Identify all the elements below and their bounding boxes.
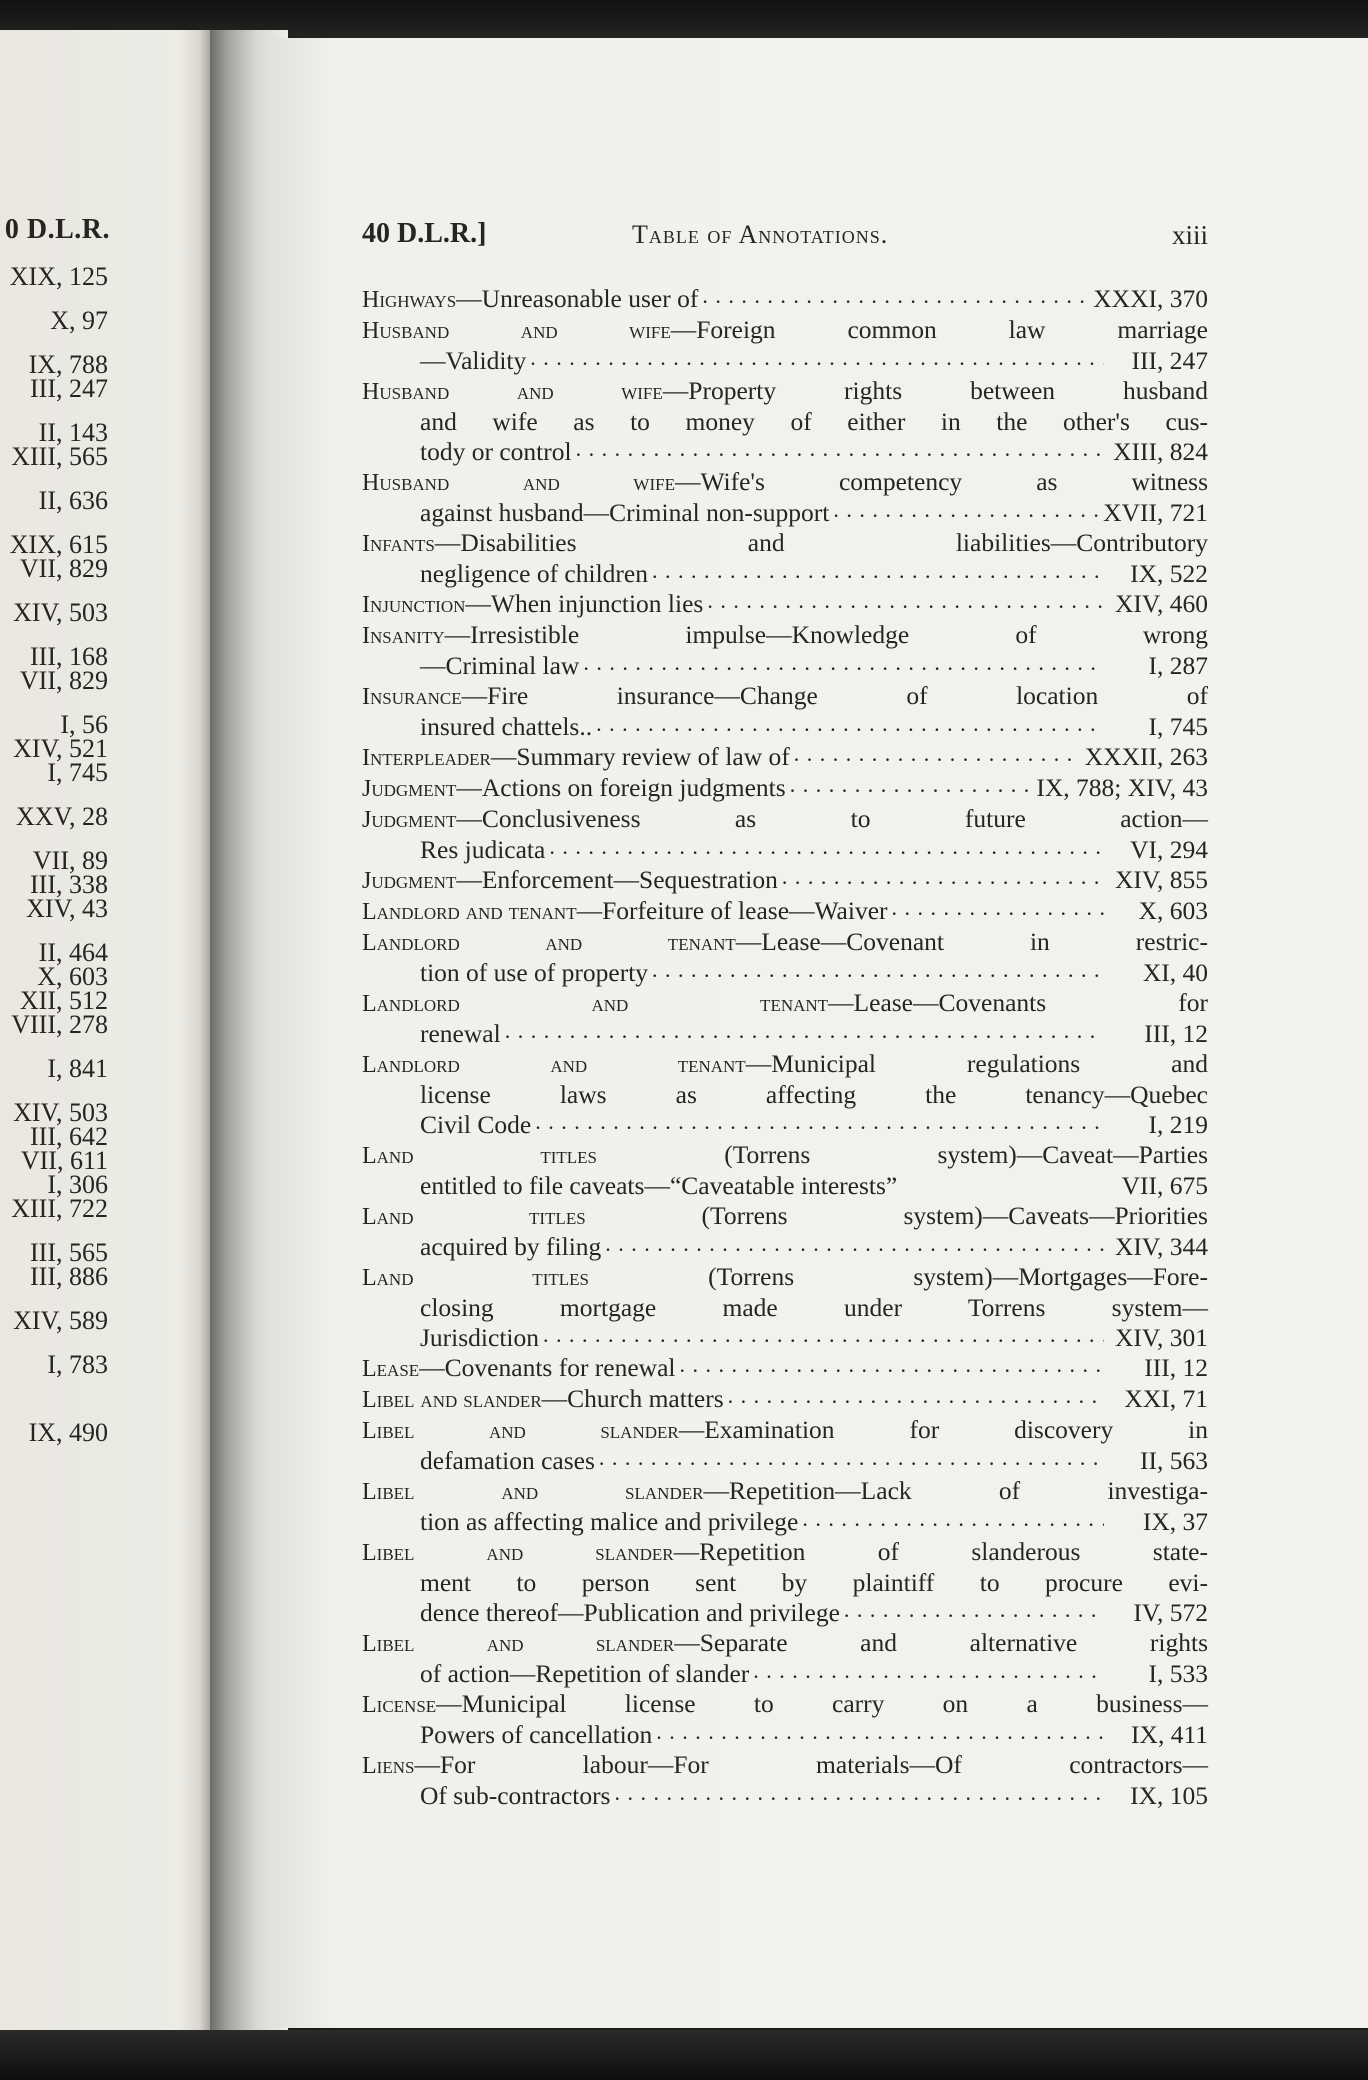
dot-leader <box>892 899 1105 919</box>
entry-line <box>362 1384 1208 1415</box>
annotation-entry <box>362 773 1208 804</box>
left-page-header: 0 D.L.R. <box>4 214 110 245</box>
entry-text: license laws as affecting the tenancy—Quebec <box>420 1080 1208 1109</box>
left-page-citation: VII, 829 <box>19 666 108 695</box>
left-page-citation: III, 886 <box>30 1262 108 1291</box>
entry-text: and wife as to money of either in the other's cus- <box>420 407 1208 436</box>
entry-text: —Actions on foreign judgments <box>456 773 786 802</box>
annotation-entry <box>362 681 1208 742</box>
annotation-entry <box>362 927 1208 988</box>
left-page-citation: I, 783 <box>47 1350 108 1379</box>
entry-line <box>362 1628 1208 1659</box>
annotation-entry <box>362 804 1208 865</box>
entry-text: —Examination for discovery in <box>678 1415 1208 1444</box>
entry-heading: Landlord and tenant <box>362 991 829 1017</box>
left-page-citation: XIII, 565 <box>11 442 108 471</box>
entry-line <box>362 1293 1208 1323</box>
entry-line <box>362 407 1208 437</box>
annotation-entry <box>362 1049 1208 1140</box>
entry-text: —Conclusiveness as to future action— <box>456 804 1208 833</box>
dot-leader <box>505 1022 1104 1042</box>
running-head <box>362 218 1208 252</box>
entry-heading: License <box>362 1692 437 1718</box>
citation: XIII, 824 <box>1113 437 1208 466</box>
entry-line <box>362 1659 1208 1689</box>
dot-leader <box>543 1326 1104 1346</box>
entry-line <box>362 589 1208 620</box>
left-page-citation: XIII, 722 <box>11 1194 108 1223</box>
entry-heading: Landlord and tenant <box>362 899 577 925</box>
entry-heading: Libel and slander <box>362 1387 542 1413</box>
left-page-citation: IX, 490 <box>28 1418 108 1447</box>
dot-leader <box>652 562 1104 582</box>
annotation-entry <box>362 589 1208 620</box>
dot-leader <box>652 961 1104 981</box>
scan-bottom-edge <box>0 2030 1368 2080</box>
dot-leader <box>549 838 1104 858</box>
annotation-entry <box>362 376 1208 467</box>
citation: I, 745 <box>1148 712 1208 741</box>
annotation-entry <box>362 1476 1208 1537</box>
entry-text: —Covenants for renewal <box>419 1353 676 1382</box>
annotation-entry <box>362 742 1208 773</box>
entry-text: —Lease—Covenants for <box>828 988 1208 1017</box>
entry-text: (Torrens system)—Caveat—Parties <box>597 1140 1208 1169</box>
entry-heading: Husband and wife <box>362 470 675 496</box>
left-page-citation: III, 168 <box>30 642 108 671</box>
citation: XXXII, 263 <box>1084 742 1208 771</box>
left-page-citation: I, 56 <box>60 710 108 739</box>
dot-leader <box>656 1723 1104 1743</box>
dot-leader <box>614 1784 1104 1804</box>
entry-text: —Lease—Covenant in restric- <box>735 927 1208 956</box>
entry-text: (Torrens system)—Mortgages—Fore- <box>588 1262 1208 1291</box>
annotation-entry <box>362 896 1208 927</box>
entry-text: against husband—Criminal non-support <box>420 498 830 527</box>
annotation-entry <box>362 1415 1208 1476</box>
entry-text: —When injunction lies <box>465 589 704 618</box>
entry-text: —Forfeiture of lease—Waiver <box>576 896 888 925</box>
entry-line <box>362 651 1208 681</box>
dot-leader <box>833 501 1099 521</box>
annotation-entry <box>362 467 1208 528</box>
citation: III, 12 <box>1144 1019 1208 1048</box>
entry-line <box>362 1598 1208 1628</box>
entry-line <box>362 958 1208 988</box>
entry-heading: Liens <box>362 1753 415 1779</box>
entry-line <box>362 620 1208 651</box>
entry-line <box>362 896 1208 927</box>
entry-text: Res judicata <box>420 835 546 864</box>
entry-line <box>362 988 1208 1019</box>
entry-line <box>362 1262 1208 1293</box>
entry-text: Of sub-contractors <box>420 1781 611 1810</box>
dot-leader <box>583 654 1104 674</box>
entry-line <box>362 346 1208 376</box>
left-page-citation: VII, 89 <box>32 846 108 875</box>
dot-leader <box>596 715 1104 735</box>
entry-line <box>362 835 1208 865</box>
entry-line <box>362 1232 1208 1262</box>
left-page-citation: I, 306 <box>47 1170 108 1199</box>
entry-text: Jurisdiction <box>420 1323 539 1352</box>
entry-line <box>362 804 1208 835</box>
entry-heading: Landlord and tenant <box>362 930 736 956</box>
citation: X, 603 <box>1138 896 1208 925</box>
entry-heading: Libel and slander <box>362 1540 674 1566</box>
citation: I, 533 <box>1148 1659 1208 1688</box>
entry-line <box>362 1750 1208 1781</box>
entry-heading: Judgment <box>362 807 457 833</box>
entry-text: —Church matters <box>541 1384 724 1413</box>
left-page-citation: XXV, 28 <box>16 802 108 831</box>
entry-line <box>362 1568 1208 1598</box>
dot-leader <box>790 776 1033 796</box>
citation: XIV, 301 <box>1114 1323 1208 1352</box>
entry-text: defamation cases <box>420 1446 595 1475</box>
dot-leader <box>782 868 1104 888</box>
left-page-citation: XIV, 521 <box>13 734 108 763</box>
entry-heading: Land titles <box>362 1204 586 1230</box>
dot-leader <box>599 1449 1104 1469</box>
annotation-entry <box>362 865 1208 896</box>
citation: XIV, 855 <box>1114 865 1208 894</box>
entry-text: —Repetition of slanderous state- <box>673 1537 1208 1566</box>
entry-heading: Infants <box>362 531 435 557</box>
dot-leader <box>535 1113 1104 1133</box>
entry-line <box>362 681 1208 712</box>
left-page-citation: II, 464 <box>38 938 108 967</box>
entry-text: —Irresistible impulse—Knowledge of wrong <box>444 620 1208 649</box>
citation: IX, 37 <box>1142 1507 1208 1536</box>
entry-text: —Summary review of law of <box>490 742 790 771</box>
citation: XXXI, 370 <box>1093 284 1208 313</box>
entry-text: —Municipal license to carry on a business— <box>436 1689 1208 1718</box>
entry-text: of action—Repetition of slander <box>420 1659 750 1688</box>
entry-line <box>362 467 1208 498</box>
annotation-entry <box>362 1140 1208 1201</box>
citation: III, 247 <box>1131 346 1208 375</box>
entry-line <box>362 376 1208 407</box>
left-page-citation: III, 565 <box>30 1238 108 1267</box>
entry-line <box>362 1140 1208 1171</box>
left-page-citation: X, 97 <box>50 306 108 335</box>
entry-line <box>362 315 1208 346</box>
entry-heading: Libel and slander <box>362 1418 679 1444</box>
entry-line <box>362 559 1208 589</box>
citation: IV, 572 <box>1133 1598 1208 1627</box>
dot-leader <box>844 1601 1104 1621</box>
page-title: Table of Annotations. <box>632 220 889 249</box>
citation: I, 287 <box>1148 651 1208 680</box>
citation: XVII, 721 <box>1103 498 1208 527</box>
citation: VI, 294 <box>1130 835 1208 864</box>
left-page-citation: XIV, 589 <box>13 1306 108 1335</box>
entry-text: acquired by filing <box>420 1232 602 1261</box>
entry-line <box>362 712 1208 742</box>
citation: VII, 675 <box>1121 1171 1208 1200</box>
entry-line <box>362 1446 1208 1476</box>
left-facing-page <box>0 30 210 2040</box>
dot-leader <box>707 592 1104 612</box>
entry-heading: Land titles <box>362 1143 597 1169</box>
entry-text: —Enforcement—Sequestration <box>456 865 778 894</box>
citation: II, 563 <box>1140 1446 1208 1475</box>
left-page-citation: VIII, 278 <box>11 1010 108 1039</box>
entry-text: renewal <box>420 1019 501 1048</box>
citation: III, 12 <box>1144 1353 1208 1382</box>
entry-line <box>362 927 1208 958</box>
entry-heading: Land titles <box>362 1265 589 1291</box>
entry-line <box>362 1080 1208 1110</box>
dot-leader <box>794 745 1081 765</box>
annotation-entry <box>362 1537 1208 1628</box>
left-page-citation: XIX, 125 <box>9 262 108 291</box>
entry-line <box>362 1781 1208 1811</box>
entry-line <box>362 865 1208 896</box>
entry-text: tion as affecting malice and privilege <box>420 1507 799 1536</box>
entry-text: —Wife's competency as witness <box>674 467 1208 496</box>
entry-line <box>362 1689 1208 1720</box>
entry-line <box>362 1476 1208 1507</box>
left-page-citation: XII, 512 <box>19 986 108 1015</box>
citation: XXI, 71 <box>1124 1384 1208 1413</box>
left-page-citation: I, 745 <box>47 758 108 787</box>
entry-text: —For labour—For materials—Of contractors— <box>414 1750 1208 1779</box>
entry-text: —Foreign common law marriage <box>670 315 1208 344</box>
dot-leader <box>728 1387 1104 1407</box>
entry-text: entitled to file caveats—“Caveatable interests” <box>420 1171 898 1200</box>
entry-line <box>362 528 1208 559</box>
entry-line <box>362 1415 1208 1446</box>
dot-leader <box>530 349 1104 369</box>
entry-text: ment to person sent by plaintiff to procure evi- <box>420 1568 1208 1597</box>
annotation-entry <box>362 1262 1208 1353</box>
entry-heading: Judgment <box>362 776 457 802</box>
left-page-citation: I, 841 <box>47 1054 108 1083</box>
annotation-entry <box>362 315 1208 376</box>
annotation-entry <box>362 1353 1208 1384</box>
citation: XI, 40 <box>1142 958 1208 987</box>
entry-text: —Unreasonable user of <box>456 284 699 313</box>
citation: IX, 522 <box>1130 559 1208 588</box>
entry-line <box>362 1201 1208 1232</box>
volume-ref: 40 D.L.R.] <box>362 218 487 249</box>
entry-text: Civil Code <box>420 1110 532 1139</box>
entry-text: closing mortgage made under Torrens system— <box>420 1293 1208 1322</box>
left-page-citation: X, 603 <box>37 962 108 991</box>
entry-line <box>362 498 1208 528</box>
dot-leader <box>753 1662 1104 1682</box>
dot-leader <box>605 1235 1104 1255</box>
left-page-citation: VII, 611 <box>20 1146 108 1175</box>
citation: XIV, 460 <box>1114 589 1208 618</box>
page-number: xiii <box>1171 220 1208 250</box>
annotation-entry <box>362 528 1208 589</box>
entry-text: tody or control <box>420 437 572 466</box>
entry-text: —Fire insurance—Change of location of <box>461 681 1208 710</box>
entry-heading: Lease <box>362 1356 420 1382</box>
entry-text: (Torrens system)—Caveats—Priorities <box>585 1201 1208 1230</box>
entry-text: dence thereof—Publication and privilege <box>420 1598 840 1627</box>
entry-heading: Libel and slander <box>362 1479 704 1505</box>
annotation-entry <box>362 1628 1208 1689</box>
entry-text: insured chattels.. <box>420 712 593 741</box>
left-page-citation: III, 247 <box>30 374 108 403</box>
left-page-citation: XIV, 503 <box>13 598 108 627</box>
entry-line <box>362 1323 1208 1353</box>
entry-text: Powers of cancellation <box>420 1720 653 1749</box>
left-page-citation: XIV, 503 <box>13 1098 108 1127</box>
entry-heading: Highways <box>362 287 457 313</box>
annotation-entry <box>362 1201 1208 1262</box>
entry-text: negligence of children <box>420 559 648 588</box>
entry-line <box>362 437 1208 467</box>
entry-line <box>362 773 1208 804</box>
left-page-citation: VII, 829 <box>19 554 108 583</box>
entry-heading: Injunction <box>362 592 466 618</box>
citation: XIV, 344 <box>1114 1232 1208 1261</box>
entry-line <box>362 1507 1208 1537</box>
left-page-citation: XIX, 615 <box>9 530 108 559</box>
dot-leader <box>702 287 1089 307</box>
citation: IX, 411 <box>1131 1720 1208 1749</box>
entry-text: —Validity <box>420 346 527 375</box>
entry-text: —Disabilities and liabilities—Contributory <box>434 528 1208 557</box>
entry-line <box>362 1019 1208 1049</box>
left-page-citation: IX, 788 <box>28 350 108 379</box>
entry-heading: Libel and slander <box>362 1631 675 1657</box>
left-page-citation: II, 636 <box>38 486 108 515</box>
entry-line <box>362 1171 1208 1201</box>
entry-text: —Municipal regulations and <box>745 1049 1208 1078</box>
entry-heading: Landlord and tenant <box>362 1052 746 1078</box>
dot-leader <box>576 440 1104 460</box>
entry-text: —Property rights between husband <box>662 376 1208 405</box>
annotation-entry <box>362 1750 1208 1811</box>
citation: IX, 105 <box>1130 1781 1208 1810</box>
entry-line <box>362 1537 1208 1568</box>
entry-text: —Criminal law <box>420 651 580 680</box>
entry-heading: Interpleader <box>362 745 491 771</box>
entry-line <box>362 1110 1208 1140</box>
entry-line <box>362 284 1208 315</box>
annotation-entry <box>362 620 1208 681</box>
entry-text: tion of use of property <box>420 958 649 987</box>
dot-leader <box>680 1356 1104 1376</box>
entry-heading: Insanity <box>362 623 445 649</box>
annotation-entry <box>362 1384 1208 1415</box>
left-page-citation: III, 642 <box>30 1122 108 1151</box>
entry-text: —Repetition—Lack of investiga- <box>703 1476 1208 1505</box>
annotation-entry <box>362 1689 1208 1750</box>
left-page-citation: II, 143 <box>38 418 108 447</box>
entry-heading: Judgment <box>362 868 457 894</box>
entry-line <box>362 1049 1208 1080</box>
entry-line <box>362 742 1208 773</box>
entry-heading: Husband and wife <box>362 379 663 405</box>
entry-heading: Insurance <box>362 684 462 710</box>
entry-line <box>362 1720 1208 1750</box>
left-page-citation: XIV, 43 <box>26 894 108 923</box>
annotation-entry <box>362 284 1208 315</box>
annotation-entry <box>362 988 1208 1049</box>
left-page-citation: III, 338 <box>30 870 108 899</box>
entry-text: —Separate and alternative rights <box>674 1628 1208 1657</box>
entry-heading: Husband and wife <box>362 318 671 344</box>
citation: IX, 788; XIV, 43 <box>1036 773 1208 802</box>
dot-leader <box>802 1510 1104 1530</box>
entry-line <box>362 1353 1208 1384</box>
citation: I, 219 <box>1148 1110 1208 1139</box>
annotation-table <box>362 284 1208 1811</box>
